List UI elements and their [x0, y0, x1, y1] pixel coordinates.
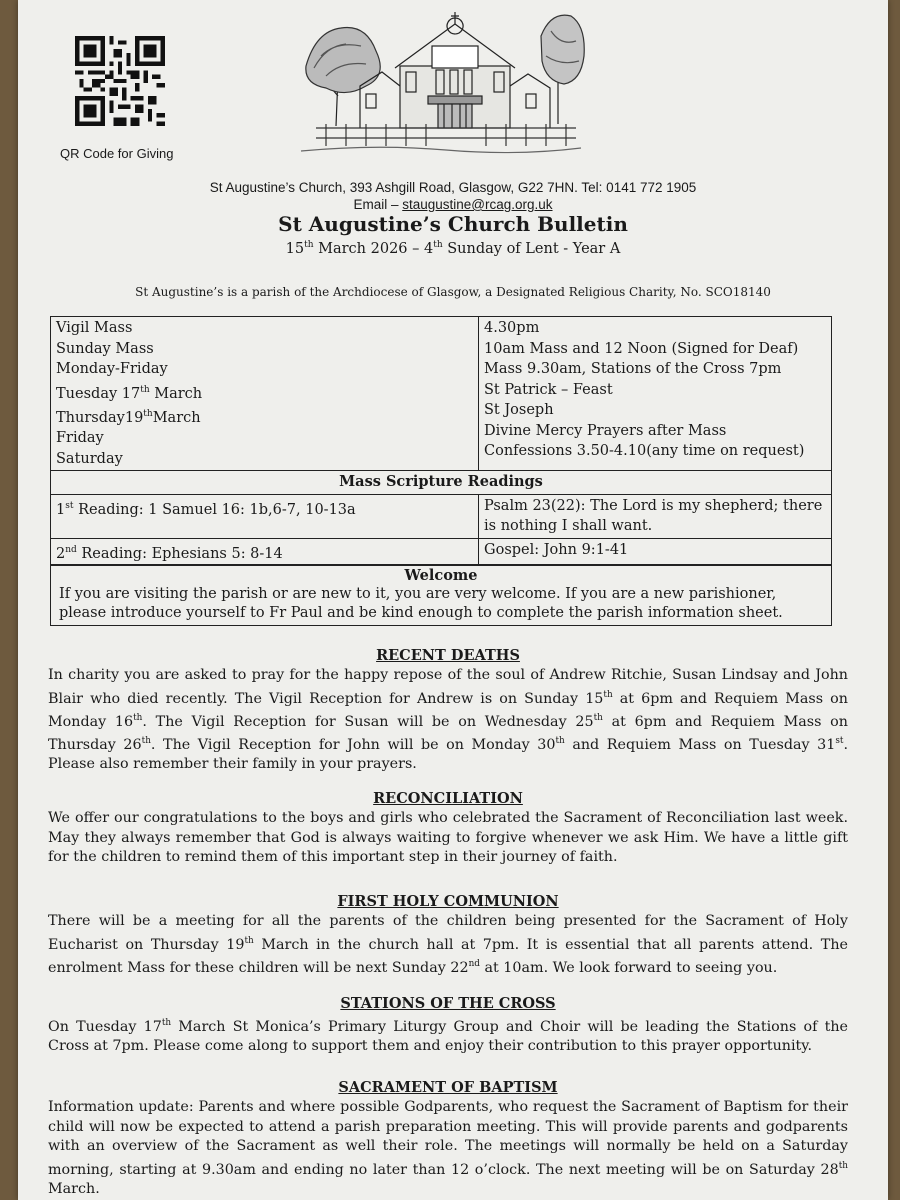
schedule-values — [479, 317, 832, 471]
welcome-title: Welcome — [404, 567, 478, 584]
readings-row — [51, 494, 832, 538]
parish-charity-note: St Augustine’s is a parish of the Archdiocese of Glasgow, a Designated Religious Charity, No. SCO18140 — [135, 285, 771, 299]
email-prefix: Email – — [353, 197, 403, 212]
schedule-label: Thursday19thMarch — [56, 408, 201, 426]
church-building-icon — [360, 12, 550, 128]
schedule-label: Vigil Mass — [56, 320, 133, 336]
welcome-text: If you are visiting the parish or are new to it, you are very welcome. If you are a new parishioner, please introduce yourself to Fr Paul and be kind enough to complete the parish information sheet. — [59, 586, 783, 621]
section-heading: SACRAMENT OF BAPTISM — [338, 1079, 558, 1096]
schedule-label: Monday-Friday — [56, 361, 168, 377]
section-sacrament-of-baptism — [48, 1078, 848, 1199]
date-middle: March 2026 – 4 — [313, 240, 434, 257]
mass-times-table — [50, 316, 832, 566]
schedule-value: 4.30pm — [484, 320, 540, 336]
readings-title-row — [51, 471, 832, 495]
section-heading: RECENT DEATHS — [376, 647, 520, 664]
tree-left-icon — [306, 27, 380, 126]
schedule-value: Confessions 3.50-4.10(any time on request) — [484, 443, 805, 459]
schedule-row — [51, 317, 832, 471]
schedule-value: St Patrick – Feast — [484, 381, 613, 398]
section-stations-of-the-cross — [48, 994, 848, 1057]
church-address: St Augustine’s Church, 393 Ashgill Road, Glasgow, G22 7HN. Tel: 0141 772 1905 — [209, 180, 697, 195]
section-body: We offer our congratulations to the boys and girls who celebrated the Sacrament of Reconciliation last week. May they always remember that God is always waiting to forgive whenever we ask Him. We have a little gift for the children to remind them of this important step in their journey of faith. — [48, 810, 848, 865]
section-heading: RECONCILIATION — [373, 790, 523, 807]
date-day-suffix: th — [304, 240, 314, 250]
bulletin-page — [18, 0, 888, 1200]
schedule-label: Saturday — [56, 450, 123, 467]
schedule-value: Divine Mercy Prayers after Mass — [484, 422, 727, 439]
email-link[interactable]: staugustine@rcag.org.uk — [402, 197, 553, 212]
schedule-value: Mass 9.30am, Stations of the Cross 7pm — [484, 361, 782, 377]
readings-row — [51, 538, 832, 565]
section-body: On Tuesday 17th March St Monica’s Primary Liturgy Group and Choir will be leading the Stations of the Cross at 7pm. Please come along to support them and enjoy their contribution to this prayer opportunity. — [48, 1018, 848, 1055]
qr-code-image[interactable] — [75, 36, 165, 126]
fence-icon — [301, 124, 581, 153]
email-line — [18, 197, 888, 212]
date-week-suffix: th — [433, 240, 443, 250]
date-day: 15 — [285, 240, 305, 257]
first-reading: 1st Reading: 1 Samuel 16: 1b,6-7, 10-13a — [51, 494, 479, 538]
church-drawing-image — [296, 6, 586, 156]
second-reading: 2nd Reading: Ephesians 5: 8-14 — [51, 538, 479, 565]
schedule-labels — [51, 317, 479, 471]
schedule-label: Friday — [56, 430, 104, 447]
schedule-label: Sunday Mass — [56, 340, 154, 357]
section-heading: FIRST HOLY COMMUNION — [337, 893, 559, 910]
tree-right-icon — [541, 15, 584, 124]
bulletin-date — [18, 240, 888, 257]
section-body: In charity you are asked to pray for the happy repose of the soul of Andrew Ritchie, Susan Lindsay and John Blair who died recently. The Vigil Reception for Andrew is on Sunday 15th at 6pm and Requiem Mass on Monday 16th. The Vigil Reception for Susan will be on Wednesday 25th at 6pm and Requiem Mass on Thursday 26th. The Vigil Reception for John will be on Monday 30th and Requiem Mass on Tuesday 31st. Please also remember their family in your prayers. — [48, 667, 848, 773]
gospel-reading: Gospel: John 9:1-41 — [479, 538, 832, 565]
schedule-value: St Joseph — [484, 402, 554, 418]
bulletin-title: St Augustine’s Church Bulletin — [278, 212, 628, 236]
section-recent-deaths — [48, 646, 848, 775]
section-reconciliation — [48, 789, 848, 868]
section-heading: STATIONS OF THE CROSS — [340, 995, 556, 1012]
qr-caption: QR Code for Giving — [60, 146, 174, 161]
section-first-holy-communion — [48, 892, 848, 978]
date-end: Sunday of Lent - Year A — [442, 240, 621, 257]
section-body: There will be a meeting for all the parents of the children being presented for the Sacrament of Holy Eucharist on Thursday 19th March in the church hall at 7pm. It is essential that all parents attend. The enrolment Mass for these children will be next Sunday 22nd at 10am. We look forward to seeing you. — [48, 913, 849, 976]
psalm-reading: Psalm 23(22): The Lord is my shepherd; there is nothing I shall want. — [479, 494, 832, 538]
welcome-box — [50, 564, 832, 626]
section-body: Information update: Parents and where possible Godparents, who request the Sacrament of Baptism for their child will now be expected to attend a parish preparation meeting. This will provide parents and godparents with an overview of the Sacrament as well their role. The meetings will normally be held on a Saturday morning, starting at 9.30am and ending no later than 12 o’clock. The next meeting will be on Saturday 28th March. — [48, 1099, 848, 1197]
schedule-label: Tuesday 17th March — [56, 384, 203, 402]
readings-title: Mass Scripture Readings — [51, 471, 832, 495]
schedule-value: 10am Mass and 12 Noon (Signed for Deaf) — [484, 340, 799, 357]
